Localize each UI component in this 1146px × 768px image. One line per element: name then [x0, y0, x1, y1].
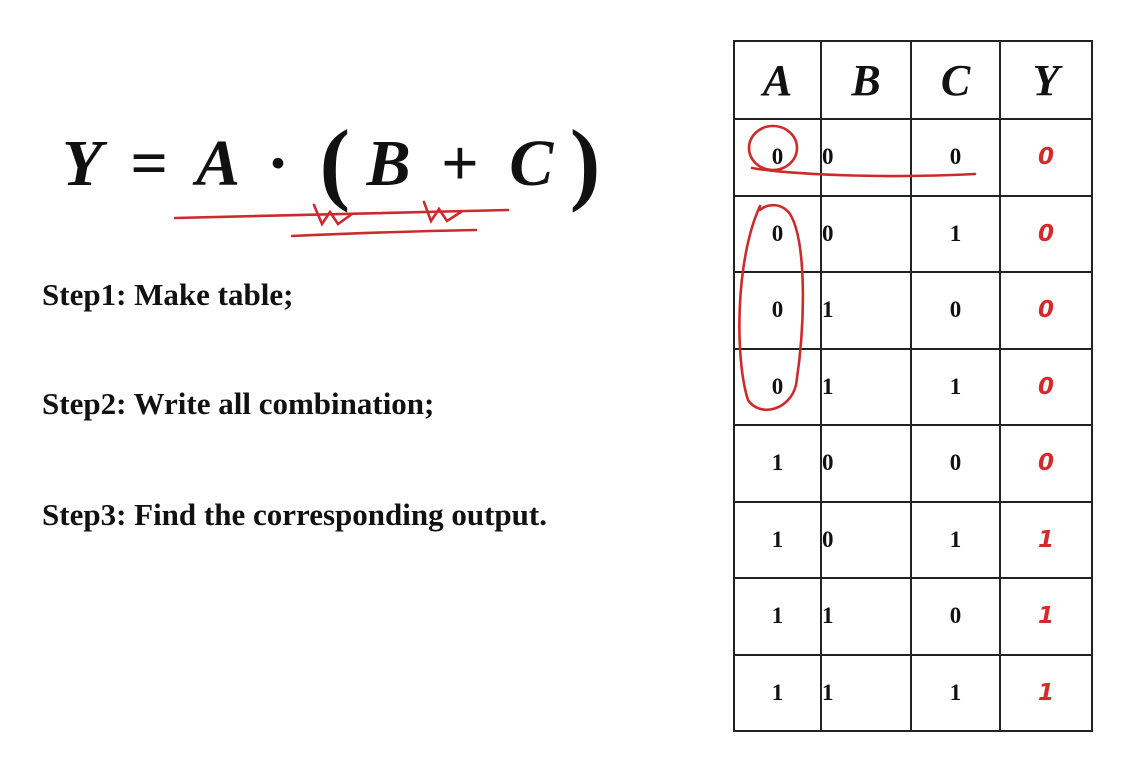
equation-plus: + — [441, 127, 479, 200]
boolean-equation — [62, 108, 601, 213]
cell-a: 0 — [734, 272, 821, 349]
equation-dot: · — [266, 127, 289, 200]
equation-close-paren: ) — [569, 111, 601, 213]
cell-b: 1 — [821, 578, 911, 655]
table-row — [734, 578, 1092, 655]
cell-y-handwritten: 0 — [1000, 196, 1092, 273]
cell-y-handwritten: 1 — [1000, 655, 1092, 732]
truth-table — [733, 40, 1093, 732]
truth-table-header-row — [734, 41, 1092, 119]
cell-a: 1 — [734, 425, 821, 502]
w-mark-under-c-stroke — [424, 202, 461, 221]
cell-b: 1 — [821, 655, 911, 732]
equation-var-c: C — [509, 127, 554, 200]
equation-open-paren: ( — [319, 111, 351, 213]
cell-c: 1 — [911, 655, 1000, 732]
cell-b: 1 — [821, 349, 911, 426]
cell-c: 1 — [911, 196, 1000, 273]
equation-var-a: A — [196, 127, 237, 200]
parenthesis-underline-stroke — [292, 230, 476, 236]
cell-b: 0 — [821, 119, 911, 196]
equation-lhs: Y — [62, 127, 100, 200]
cell-y-handwritten: 0 — [1000, 349, 1092, 426]
equation-var-b: B — [366, 127, 411, 200]
cell-b: 0 — [821, 425, 911, 502]
cell-y-handwritten: 1 — [1000, 502, 1092, 579]
header-a: A — [734, 41, 821, 119]
table-row — [734, 119, 1092, 196]
cell-b: 1 — [821, 272, 911, 349]
table-row — [734, 502, 1092, 579]
cell-y-handwritten: 0 — [1000, 119, 1092, 196]
cell-a: 1 — [734, 502, 821, 579]
cell-c: 0 — [911, 272, 1000, 349]
equation-equals: = — [130, 127, 168, 200]
table-row — [734, 272, 1092, 349]
cell-y-handwritten: 1 — [1000, 578, 1092, 655]
table-row — [734, 196, 1092, 273]
header-b: B — [821, 41, 911, 119]
cell-c: 1 — [911, 502, 1000, 579]
cell-y-handwritten: 0 — [1000, 425, 1092, 502]
cell-c: 1 — [911, 349, 1000, 426]
step-1-text: Step1: Make table; — [42, 277, 294, 312]
cell-c: 0 — [911, 578, 1000, 655]
cell-a: 1 — [734, 655, 821, 732]
table-row — [734, 349, 1092, 426]
cell-b: 0 — [821, 196, 911, 273]
header-y: Y — [1000, 41, 1092, 119]
step-3-text: Step3: Find the corresponding output. — [42, 497, 547, 532]
cell-c: 0 — [911, 425, 1000, 502]
table-row — [734, 425, 1092, 502]
cell-a: 0 — [734, 349, 821, 426]
cell-a: 1 — [734, 578, 821, 655]
cell-b: 0 — [821, 502, 911, 579]
cell-a: 0 — [734, 196, 821, 273]
table-row — [734, 655, 1092, 732]
cell-a: 0 — [734, 119, 821, 196]
cell-y-handwritten: 0 — [1000, 272, 1092, 349]
step-2-text: Step2: Write all combination; — [42, 386, 435, 421]
header-c: C — [911, 41, 1000, 119]
cell-c: 0 — [911, 119, 1000, 196]
